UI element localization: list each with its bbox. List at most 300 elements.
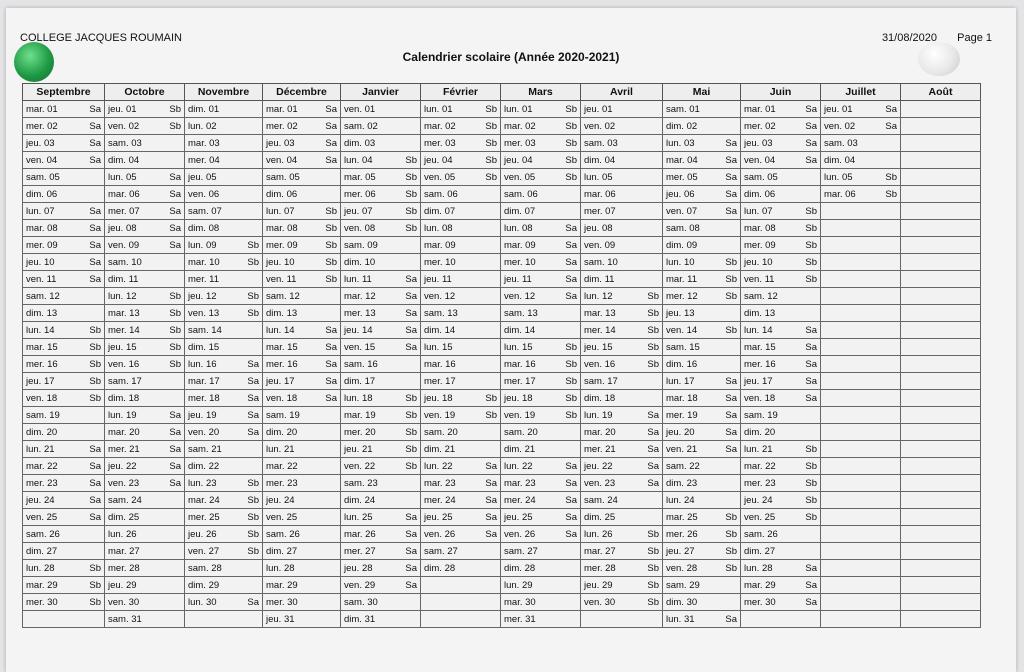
day-label: jeu. 11 — [504, 273, 532, 285]
day-label: mar. 30 — [504, 596, 536, 608]
day-cell — [741, 305, 821, 322]
day-cell — [185, 577, 263, 594]
day-label: dim. 15 — [188, 341, 220, 353]
calendar-row — [23, 390, 981, 407]
day-label: ven. 28 — [666, 562, 698, 574]
day-cell — [263, 492, 341, 509]
day-cell — [741, 611, 821, 628]
day-cell — [421, 237, 501, 254]
print-date: 31/08/2020 — [881, 32, 937, 44]
week-type-label: Sa — [485, 528, 497, 540]
day-cell — [105, 424, 185, 441]
month-header: Janvier — [341, 84, 421, 101]
day-label: mar. 02 — [504, 120, 536, 132]
day-cell — [663, 611, 741, 628]
day-label: mer. 30 — [266, 596, 298, 608]
week-type-label: Sa — [405, 290, 417, 302]
day-label: lun. 23 — [188, 477, 217, 489]
day-cell — [263, 509, 341, 526]
day-cell — [421, 611, 501, 628]
day-label: dim. 06 — [744, 188, 776, 200]
day-label: dim. 25 — [108, 511, 140, 523]
week-type-label: Sb — [169, 324, 181, 336]
week-type-label: Sb — [805, 205, 817, 217]
day-label: mer. 19 — [666, 409, 698, 421]
day-cell — [663, 322, 741, 339]
day-cell — [421, 594, 501, 611]
calendar-row — [23, 611, 981, 628]
day-cell — [581, 509, 663, 526]
day-cell — [821, 254, 901, 271]
day-label: sam. 03 — [824, 137, 858, 149]
day-label: jeu. 11 — [424, 273, 452, 285]
day-label: lun. 02 — [188, 120, 217, 132]
calendar-row — [23, 186, 981, 203]
week-type-label: Sb — [647, 528, 659, 540]
day-label: mar. 27 — [584, 545, 616, 557]
day-cell — [821, 203, 901, 220]
day-cell — [341, 271, 421, 288]
week-type-label: Sb — [647, 341, 659, 353]
day-cell — [821, 458, 901, 475]
week-type-label: Sb — [565, 358, 577, 370]
day-label: mar. 19 — [344, 409, 376, 421]
day-label: lun. 16 — [188, 358, 217, 370]
day-label: mar. 20 — [108, 426, 140, 438]
week-type-label: Sa — [805, 596, 817, 608]
day-label: sam. 15 — [666, 341, 700, 353]
day-label: dim. 11 — [584, 273, 615, 285]
week-type-label: Sb — [485, 409, 497, 421]
month-header: Juin — [741, 84, 821, 101]
day-cell — [105, 101, 185, 118]
week-type-label: Sa — [805, 103, 817, 115]
day-cell — [105, 220, 185, 237]
day-cell — [23, 543, 105, 560]
week-type-label: Sa — [805, 358, 817, 370]
day-cell — [501, 458, 581, 475]
week-type-label: Sb — [247, 290, 259, 302]
day-label: jeu. 15 — [108, 341, 137, 353]
day-label: sam. 12 — [266, 290, 300, 302]
day-label: lun. 05 — [108, 171, 137, 183]
month-header: Août — [901, 84, 981, 101]
day-cell — [341, 356, 421, 373]
day-cell — [185, 560, 263, 577]
day-cell — [421, 441, 501, 458]
day-cell — [821, 390, 901, 407]
day-cell — [821, 322, 901, 339]
week-type-label: Sb — [565, 120, 577, 132]
day-label: mar. 24 — [188, 494, 220, 506]
day-label: ven. 16 — [584, 358, 616, 370]
day-label: ven. 09 — [584, 239, 616, 251]
day-cell — [185, 373, 263, 390]
week-type-label: Sb — [325, 222, 337, 234]
day-cell — [421, 356, 501, 373]
day-cell — [341, 390, 421, 407]
day-label: jeu. 03 — [266, 137, 295, 149]
week-type-label: Sb — [647, 562, 659, 574]
day-label: mer. 17 — [504, 375, 536, 387]
day-label: ven. 19 — [424, 409, 456, 421]
month-header: Septembre — [23, 84, 105, 101]
day-cell — [23, 560, 105, 577]
day-label: sam. 26 — [266, 528, 300, 540]
week-type-label: Sb — [247, 528, 259, 540]
day-cell — [821, 424, 901, 441]
day-cell — [901, 560, 981, 577]
day-label: mar. 20 — [584, 426, 616, 438]
day-label: mer. 16 — [744, 358, 776, 370]
week-type-label: Sb — [89, 579, 101, 591]
day-label: mar. 22 — [26, 460, 58, 472]
day-label: ven. 02 — [108, 120, 140, 132]
week-type-label: Sa — [169, 443, 181, 455]
day-cell — [263, 611, 341, 628]
day-label: lun. 04 — [344, 154, 373, 166]
day-cell — [23, 237, 105, 254]
day-label: mar. 16 — [504, 358, 536, 370]
day-label: sam. 02 — [344, 120, 378, 132]
day-label: dim. 31 — [344, 613, 376, 625]
day-cell — [663, 152, 741, 169]
day-cell — [901, 475, 981, 492]
day-cell — [741, 458, 821, 475]
week-type-label: Sa — [247, 375, 259, 387]
day-label: ven. 08 — [344, 222, 376, 234]
day-label: mar. 10 — [188, 256, 220, 268]
week-type-label: Sb — [485, 120, 497, 132]
day-cell — [663, 339, 741, 356]
school-calendar-table — [22, 83, 981, 628]
day-cell — [263, 441, 341, 458]
day-label: mer. 06 — [344, 188, 376, 200]
day-cell — [901, 271, 981, 288]
day-cell — [23, 220, 105, 237]
day-label: dim. 06 — [26, 188, 58, 200]
day-cell — [821, 339, 901, 356]
day-label: mer. 23 — [744, 477, 776, 489]
day-label: mer. 28 — [584, 562, 616, 574]
day-cell — [901, 339, 981, 356]
day-label: mer. 31 — [504, 613, 536, 625]
day-label: mar. 29 — [26, 579, 58, 591]
day-cell — [105, 169, 185, 186]
day-label: ven. 02 — [584, 120, 616, 132]
month-header: Avril — [581, 84, 663, 101]
day-cell — [741, 509, 821, 526]
day-label: dim. 27 — [266, 545, 298, 557]
day-cell — [821, 101, 901, 118]
day-cell — [741, 101, 821, 118]
day-label: mer. 03 — [424, 137, 456, 149]
week-type-label: Sa — [325, 392, 337, 404]
day-cell — [663, 169, 741, 186]
day-label: mer. 02 — [26, 120, 58, 132]
day-cell — [23, 305, 105, 322]
day-cell — [901, 186, 981, 203]
day-cell — [105, 322, 185, 339]
calendar-sheet — [6, 8, 1016, 672]
day-label: dim. 13 — [26, 307, 58, 319]
day-cell — [105, 373, 185, 390]
day-cell — [821, 560, 901, 577]
day-label: mer. 13 — [344, 307, 376, 319]
calendar-row — [23, 169, 981, 186]
day-cell — [821, 271, 901, 288]
day-cell — [105, 254, 185, 271]
day-label: lun. 15 — [424, 341, 453, 353]
day-label: mar. 22 — [744, 460, 776, 472]
day-cell — [581, 390, 663, 407]
day-cell — [185, 288, 263, 305]
day-cell — [581, 135, 663, 152]
week-type-label: Sb — [725, 290, 737, 302]
day-label: mar. 02 — [424, 120, 456, 132]
day-label: jeu. 24 — [744, 494, 773, 506]
day-label: mer. 04 — [188, 154, 220, 166]
day-cell — [901, 101, 981, 118]
day-cell — [663, 509, 741, 526]
week-type-label: Sa — [169, 171, 181, 183]
day-cell — [421, 203, 501, 220]
day-label: mer. 27 — [344, 545, 376, 557]
school-name: COLLEGE JACQUES ROUMAIN — [20, 32, 182, 44]
day-label: mar. 18 — [666, 392, 698, 404]
day-cell — [501, 441, 581, 458]
day-label: ven. 26 — [424, 528, 456, 540]
day-cell — [263, 288, 341, 305]
day-cell — [581, 220, 663, 237]
day-cell — [741, 424, 821, 441]
day-label: mer. 11 — [188, 273, 219, 285]
day-cell — [421, 475, 501, 492]
day-label: jeu. 05 — [188, 171, 217, 183]
week-type-label: Sa — [169, 460, 181, 472]
day-label: mar. 16 — [424, 358, 456, 370]
week-type-label: Sa — [485, 494, 497, 506]
day-cell — [901, 492, 981, 509]
day-cell — [185, 339, 263, 356]
day-label: jeu. 12 — [188, 290, 217, 302]
month-header: Juillet — [821, 84, 901, 101]
day-cell — [663, 492, 741, 509]
day-cell — [421, 373, 501, 390]
day-cell — [901, 152, 981, 169]
day-label: dim. 14 — [504, 324, 536, 336]
week-type-label: Sa — [169, 239, 181, 251]
day-label: sam. 05 — [744, 171, 778, 183]
day-label: lun. 01 — [424, 103, 453, 115]
day-cell — [341, 135, 421, 152]
calendar-row — [23, 135, 981, 152]
day-label: mer. 24 — [424, 494, 456, 506]
day-cell — [501, 356, 581, 373]
day-cell — [421, 458, 501, 475]
day-cell — [741, 254, 821, 271]
week-type-label: Sb — [405, 188, 417, 200]
day-cell — [581, 356, 663, 373]
week-type-label: Sa — [805, 154, 817, 166]
week-type-label: Sb — [725, 562, 737, 574]
day-cell — [501, 390, 581, 407]
calendar-row — [23, 577, 981, 594]
day-label: jeu. 13 — [666, 307, 695, 319]
day-cell — [185, 441, 263, 458]
day-cell — [105, 407, 185, 424]
day-cell — [421, 186, 501, 203]
day-cell — [741, 203, 821, 220]
week-type-label: Sb — [405, 409, 417, 421]
day-cell — [421, 492, 501, 509]
day-cell — [105, 458, 185, 475]
day-cell — [501, 288, 581, 305]
day-cell — [23, 390, 105, 407]
week-type-label: Sa — [485, 511, 497, 523]
calendar-row — [23, 152, 981, 169]
week-type-label: Sb — [405, 392, 417, 404]
day-cell — [421, 509, 501, 526]
day-label: sam. 19 — [266, 409, 300, 421]
day-cell — [105, 339, 185, 356]
day-cell — [581, 611, 663, 628]
week-type-label: Sa — [647, 443, 659, 455]
day-cell — [501, 526, 581, 543]
week-type-label: Sa — [169, 222, 181, 234]
day-label: mer. 23 — [266, 477, 298, 489]
day-label: ven. 30 — [584, 596, 616, 608]
week-type-label: Sb — [247, 545, 259, 557]
day-cell — [501, 203, 581, 220]
week-type-label: Sa — [247, 596, 259, 608]
day-label: mer. 25 — [188, 511, 220, 523]
day-cell — [741, 594, 821, 611]
day-label: mer. 16 — [266, 358, 298, 370]
day-cell — [185, 220, 263, 237]
day-label: sam. 23 — [344, 477, 378, 489]
day-cell — [501, 492, 581, 509]
day-label: ven. 11 — [744, 273, 775, 285]
day-label: lun. 29 — [504, 579, 533, 591]
day-cell — [105, 305, 185, 322]
day-cell — [263, 118, 341, 135]
day-label: dim. 03 — [344, 137, 376, 149]
day-cell — [901, 169, 981, 186]
day-cell — [901, 390, 981, 407]
day-cell — [663, 526, 741, 543]
day-label: dim. 22 — [188, 460, 220, 472]
day-label: mer. 14 — [108, 324, 140, 336]
day-label: mer. 09 — [26, 239, 58, 251]
week-type-label: Sb — [485, 103, 497, 115]
week-type-label: Sa — [89, 222, 101, 234]
day-label: jeu. 03 — [26, 137, 55, 149]
day-label: sam. 14 — [188, 324, 222, 336]
day-cell — [581, 339, 663, 356]
day-label: ven. 29 — [344, 579, 376, 591]
day-cell — [821, 220, 901, 237]
week-type-label: Sa — [805, 120, 817, 132]
day-label: jeu. 03 — [744, 137, 773, 149]
day-label: ven. 25 — [266, 511, 298, 523]
week-type-label: Sa — [405, 562, 417, 574]
day-cell — [185, 458, 263, 475]
day-label: jeu. 04 — [424, 154, 453, 166]
day-label: dim. 04 — [108, 154, 140, 166]
day-cell — [741, 135, 821, 152]
day-label: dim. 11 — [108, 273, 139, 285]
week-type-label: Sa — [169, 205, 181, 217]
day-cell — [663, 577, 741, 594]
day-label: lun. 18 — [344, 392, 373, 404]
day-cell — [741, 186, 821, 203]
calendar-row — [23, 254, 981, 271]
day-cell — [421, 101, 501, 118]
day-cell — [663, 220, 741, 237]
day-cell — [185, 305, 263, 322]
day-cell — [23, 101, 105, 118]
day-cell — [263, 594, 341, 611]
day-label: ven. 12 — [424, 290, 456, 302]
document-title: Calendrier scolaire (Année 2020-2021) — [402, 50, 620, 64]
day-label: sam. 05 — [26, 171, 60, 183]
week-type-label: Sb — [169, 341, 181, 353]
day-cell — [821, 509, 901, 526]
day-cell — [341, 424, 421, 441]
week-type-label: Sb — [89, 392, 101, 404]
week-type-label: Sb — [647, 579, 659, 591]
week-type-label: Sb — [565, 103, 577, 115]
day-label: mer. 18 — [188, 392, 220, 404]
day-cell — [23, 577, 105, 594]
day-label: ven. 12 — [504, 290, 536, 302]
day-label: jeu. 25 — [504, 511, 533, 523]
day-cell — [741, 492, 821, 509]
week-type-label: Sb — [805, 222, 817, 234]
day-label: lun. 22 — [424, 460, 453, 472]
day-cell — [105, 135, 185, 152]
week-type-label: Sa — [247, 426, 259, 438]
day-label: mer. 30 — [744, 596, 776, 608]
day-label: sam. 05 — [266, 171, 300, 183]
week-type-label: Sb — [805, 460, 817, 472]
day-cell — [421, 152, 501, 169]
day-label: mar. 29 — [266, 579, 298, 591]
day-cell — [581, 492, 663, 509]
day-cell — [185, 594, 263, 611]
day-cell — [501, 152, 581, 169]
day-label: ven. 25 — [26, 511, 58, 523]
day-label: jeu. 28 — [344, 562, 373, 574]
week-type-label: Sa — [565, 494, 577, 506]
day-cell — [341, 237, 421, 254]
week-type-label: Sa — [169, 426, 181, 438]
print-info — [882, 32, 992, 44]
day-label: jeu. 20 — [666, 426, 695, 438]
day-label: ven. 09 — [108, 239, 140, 251]
day-label: mar. 05 — [344, 171, 376, 183]
day-label: dim. 27 — [744, 545, 776, 557]
week-type-label: Sa — [805, 375, 817, 387]
day-cell — [421, 424, 501, 441]
month-header-row — [23, 84, 981, 101]
week-type-label: Sa — [247, 409, 259, 421]
day-cell — [341, 186, 421, 203]
day-cell — [501, 424, 581, 441]
month-header: Octobre — [105, 84, 185, 101]
day-cell — [663, 271, 741, 288]
